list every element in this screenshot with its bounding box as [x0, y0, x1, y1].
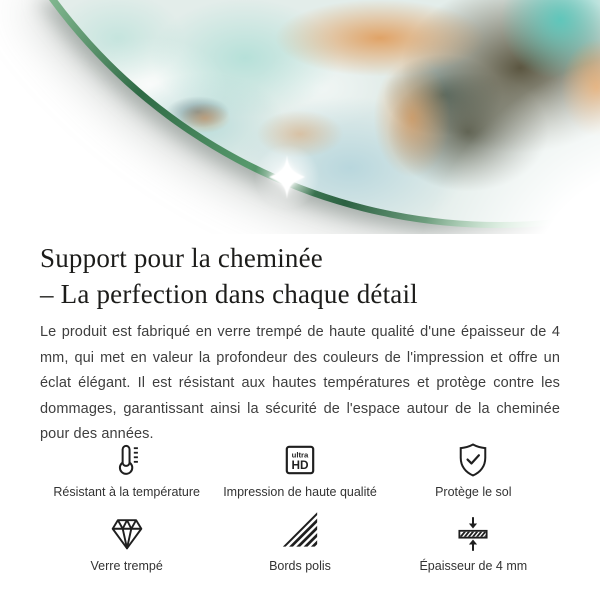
marble-artwork	[0, 0, 600, 234]
product-description: Le produit est fabriqué en verre trempé de haute qualité d'une épaisseur de 4 mm, qui met en valeur la profondeur des couleurs de l'impression et offre un éclat élégant. Il est résistant aux hautes températures et protège contre les dommages, garantissant ainsi la sécurité de l'espace autour de la cheminée pour des années.	[40, 324, 560, 442]
product-info-section	[0, 240, 600, 574]
polished-edges-icon	[280, 512, 320, 556]
feature-polished-edges	[213, 512, 386, 574]
feature-print-quality	[213, 438, 386, 500]
feature-floor-protection	[387, 438, 560, 500]
feature-label: Bords polis	[269, 558, 331, 573]
feature-label: Épaisseur de 4 mm	[419, 558, 528, 573]
thickness-arrows-icon	[453, 512, 493, 556]
feature-label: Résistant à la température	[53, 484, 200, 499]
ultra-hd-icon-text-bottom: HD	[291, 457, 309, 472]
feature-label: Impression de haute qualité	[223, 484, 377, 499]
page-title-line1: Support pour la cheminée	[40, 243, 323, 273]
feature-thickness	[387, 512, 560, 574]
product-photo	[0, 0, 600, 234]
ultra-hd-icon	[280, 438, 320, 482]
feature-tempered-glass	[40, 512, 213, 574]
diamond-icon	[106, 512, 148, 556]
feature-label: Verre trempé	[90, 558, 163, 573]
feature-temperature-resistant	[40, 438, 213, 500]
shield-check-icon	[453, 438, 493, 482]
page-title-line2: – La perfection dans chaque détail	[40, 279, 418, 309]
feature-label: Protège le sol	[435, 484, 512, 499]
page-title	[40, 240, 560, 312]
thermometer-icon	[107, 438, 147, 482]
features-grid	[40, 438, 560, 574]
ultra-hd-icon-text-top: ultra	[291, 450, 309, 460]
